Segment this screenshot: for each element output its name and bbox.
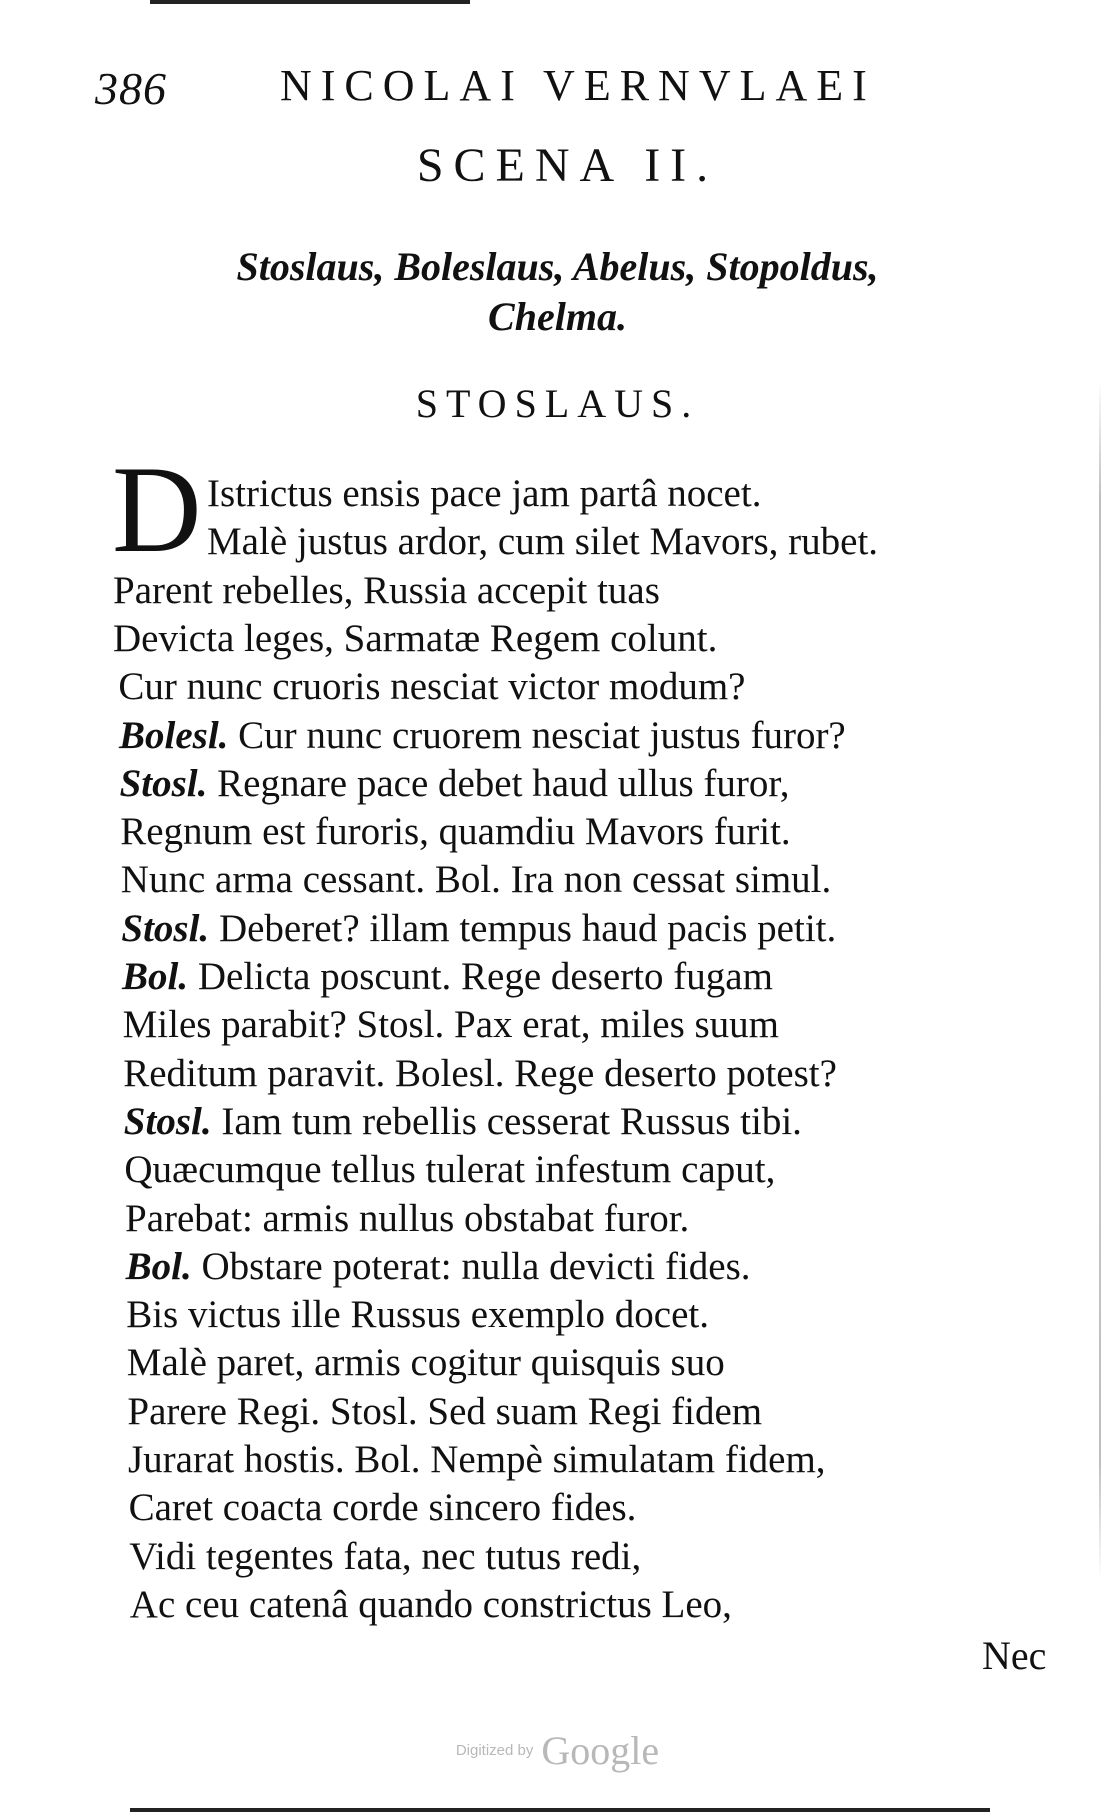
watermark-brand: Google [541, 1728, 660, 1773]
verse-line [121, 905, 836, 953]
verse-line [207, 518, 878, 566]
verse-text: Malè paret, armis cogitur quisquis suo [126, 1341, 725, 1385]
verse-text: Regnum est furoris, quamdiu Mavors furit. [120, 810, 791, 854]
verse-line [124, 1146, 775, 1194]
verse-line [127, 1388, 762, 1436]
scene-label: SCENA [416, 139, 625, 192]
scene-title [0, 138, 1115, 193]
verse-line [120, 808, 790, 856]
verse-text: Jurarat hostis. Bol. Nempè simulatam fidem, [128, 1438, 826, 1481]
speaker-abbreviation: Bol. [125, 1244, 192, 1288]
verse-text: Miles parabit? Stosl. Pax erat, miles suum [122, 1003, 780, 1047]
page-edge-shadow [1099, 380, 1101, 1580]
verse-text: Bis victus ille Russus exemplo docet. [126, 1293, 709, 1337]
scene-number: II. [644, 139, 719, 192]
speaker-abbreviation: Stosl. [119, 761, 208, 805]
verse-text: Ac ceu catenâ quando constrictus Leo, [129, 1582, 732, 1626]
catchword: Nec [982, 1633, 1047, 1678]
verse-text: Istrictus ensis pace jam partâ nocet. [207, 472, 762, 515]
verse-line [127, 1339, 725, 1387]
drop-cap: D [112, 441, 202, 578]
verse-line [130, 1581, 732, 1629]
speaker-abbreviation: Stosl. [121, 906, 210, 950]
verse-text: Caret coacta corde sincero fides. [128, 1486, 637, 1530]
speaker-abbreviation: Stosl. [123, 1099, 212, 1143]
character-list-line-1: Stoslaus, Boleslaus, Abelus, Stopoldus, [236, 244, 879, 289]
verse-line [126, 1291, 709, 1339]
verse-line [125, 1195, 689, 1243]
verse-line [123, 1001, 779, 1049]
verse-line [118, 663, 745, 711]
verse-text: Parere Regi. Stosl. Sed suam Regi fidem [127, 1389, 763, 1433]
digitization-watermark [0, 1727, 1115, 1774]
verse-line [129, 1484, 637, 1532]
verse-line [124, 1098, 802, 1146]
verse-line [119, 712, 846, 760]
verse-line [122, 953, 773, 1001]
verse-line [126, 1243, 751, 1291]
character-list-line-2: Chelma. [488, 294, 627, 339]
verse-text: Nunc arma cessant. Bol. Ira non cessat simul. [120, 858, 832, 902]
verse-text: Malè justus ardor, cum silet Mavors, rubet. [207, 520, 879, 564]
verse-text: Cur nunc cruoris nesciat victor modum? [118, 665, 746, 709]
page-number: 386 [95, 63, 167, 114]
verse-text: Reditum paravit. Bolesl. Rege deserto potest? [123, 1051, 837, 1095]
character-list [0, 242, 1115, 342]
speaker-abbreviation: Bolesl. [119, 713, 229, 757]
verse-line [207, 470, 761, 518]
verse-text: Parent rebelles, Russia accepit tuas [113, 568, 660, 612]
verse-line [123, 1050, 837, 1098]
verse-text: Quæcumque tellus tulerat infestum caput, [124, 1148, 776, 1192]
speaker-abbreviation: Bol. [122, 955, 189, 998]
verse-line [129, 1533, 641, 1581]
speaker-heading: STOSLAUS. [415, 381, 700, 426]
top-edge-rule [150, 0, 470, 4]
verse-text: Parebat: armis nullus obstabat furor. [125, 1196, 690, 1240]
verse-text: Iam tum rebellis cesserat Russus tibi. [221, 1099, 802, 1143]
verse-line [121, 856, 831, 904]
verse-line [120, 760, 790, 808]
bottom-edge-rule [130, 1808, 990, 1812]
verse-line [113, 615, 717, 663]
verse-text: Regnare pace debet haud ullus furor, [217, 761, 790, 805]
verse-text: Vidi tegentes fata, nec tutus redi, [129, 1534, 642, 1578]
running-head: NICOLAI VERNVLAEI [280, 61, 876, 110]
verse-line [113, 567, 660, 615]
watermark-prefix: Digitized by [455, 1742, 534, 1759]
verse-text: Deberet? illam tempus haud pacis petit. [218, 906, 837, 950]
verse-text: Cur nunc cruorem nesciat justus furor? [238, 713, 846, 757]
verse-text: Delicta poscunt. Rege deserto fugam [197, 955, 773, 998]
verse-text: Obstare poterat: nulla devicti fides. [201, 1244, 751, 1288]
verse-text: Devicta leges, Sarmatæ Regem colunt. [113, 616, 718, 660]
verse-line [128, 1436, 826, 1484]
